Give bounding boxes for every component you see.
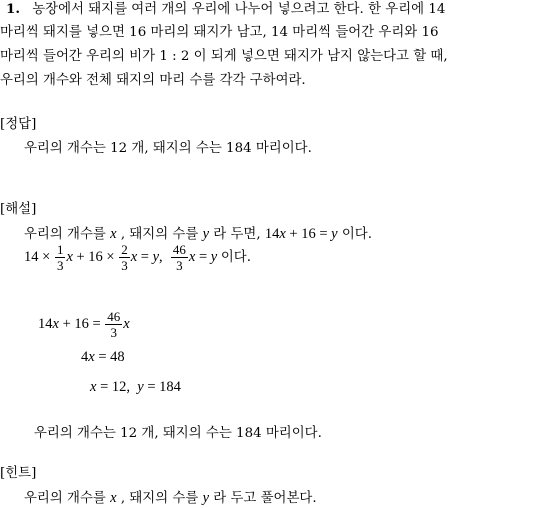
answer-heading: [정답] (0, 117, 37, 132)
var-x: x (110, 226, 117, 242)
problem-text-1: 농장에서 돼지를 여러 개의 우리에 나누어 넣으려고 한다. 한 우리에 14 (32, 2, 446, 17)
problem-line-1 (6, 0, 445, 19)
step-3: x = 12, y = 184 (90, 379, 181, 395)
problem-text-3: 마리씩 들어간 우리의 비가 1 : 2 이 되게 넣으면 돼지가 남지 않는다고 할 때, (0, 49, 448, 64)
var-y: y (202, 226, 209, 242)
fraction-2-3: $\frac{2}{3}$ (121, 242, 128, 274)
explanation-heading: [해설] (0, 202, 37, 217)
explanation-line-2: 14 × $\frac{1}{3}$ x + 16 × $\frac{2}{3}$ x = y, $\frac{46}{3}$ x = y 이다. (24, 242, 251, 274)
conclusion: 우리의 개수는 12 개, 돼지의 수는 184 마리이다. (34, 426, 322, 441)
step-1: 14x + 16 = $\frac{46}{3}$ x (38, 309, 130, 341)
step-2: 4x = 48 (81, 349, 125, 365)
problem-text-2: 마리씩 돼지를 넣으면 16 마리의 돼지가 남고, 14 마리씩 들어간 우리와 16 (0, 25, 439, 40)
fraction-46-3: $\frac{46}{3}$ (107, 309, 121, 341)
problem-number: 1. (6, 1, 20, 17)
var-y: y (202, 490, 209, 506)
var-x: x (110, 490, 117, 506)
explanation-text: 라 두면, (213, 227, 261, 242)
fraction-46-3: $\frac{46}{3}$ (172, 242, 186, 274)
equation: 14x + 16 = y (264, 226, 338, 242)
fraction-1-3: $\frac{1}{3}$ (56, 242, 64, 274)
problem-text-4: 우리의 개수와 전체 돼지의 마리 수를 각각 구하여라. (0, 73, 306, 88)
explanation-text: 이다. (341, 227, 372, 242)
answer-text: 우리의 개수는 12 개, 돼지의 수는 184 마리이다. (24, 141, 312, 156)
explanation-text: , 돼지의 수를 (120, 227, 199, 242)
hint-text: 우리의 개수를 x , 돼지의 수를 y 라 두고 풀어본다. (24, 490, 317, 506)
explanation-text: 우리의 개수를 (24, 227, 106, 242)
hint-heading: [힌트] (0, 466, 37, 481)
